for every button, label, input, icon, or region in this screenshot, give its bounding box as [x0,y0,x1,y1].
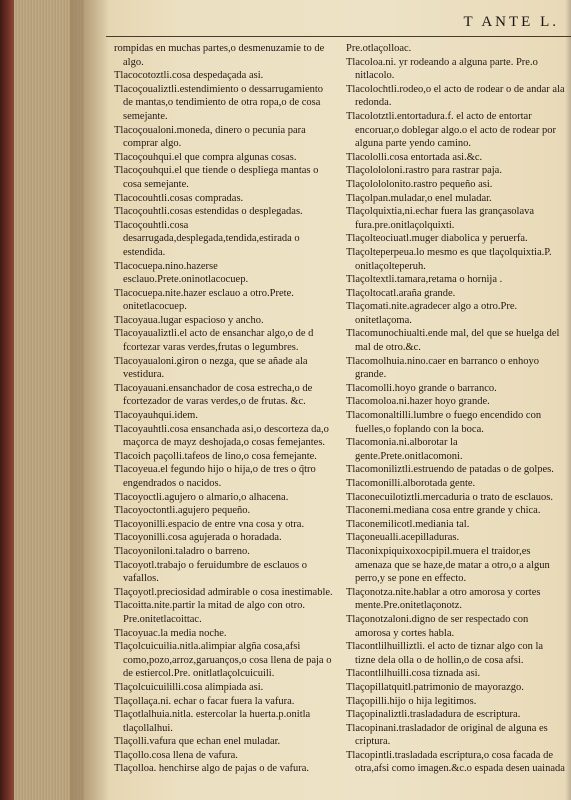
dictionary-entry: Tlacopinani.trasladador de original de alguna es criptura. [346,722,548,748]
dictionary-entry: Tlacontlilhuilli.cosa tiznada asi. [346,668,481,680]
dictionary-entry: Tlacomonilli.alborotada gente. [346,478,476,489]
right-column [346,42,566,776]
dictionary-entry: Tlaçolcuicuililli.cosa alimpiada asi. [114,681,264,693]
dictionary-entry: Tlaçonotzaloni.digno de ser respectado con amorosa y cortes habla. [346,613,529,639]
dictionary-entry: Tlaçolololoni.rastro para rastrar paja. [346,165,502,177]
dictionary-entry: Tlacoyonilli.espacio de entre vna cosa y otra. [114,518,305,530]
dictionary-entry: Tlacoyoctontli.agujero pequeño. [114,505,251,517]
running-head: T ANTE L. [463,14,559,30]
dictionary-entry: Tlacoyotl.trabajo o feruidumbre de esclauos o vafallos. [114,559,308,585]
dictionary-entry: Tlacomoniliztli.estruendo de patadas o de golpes. [346,464,554,476]
page-header [84,14,571,38]
dictionary-entry: Tlacoyaualiztli.el acto de ensanchar algo,o de d fcortezar varas verdes,frutas o legumbres. [114,328,314,354]
dictionary-entry: Tlacoyonilli.cosa agujerada o horadada. [114,532,282,544]
book-page [84,0,571,800]
dictionary-entry: Tlaçoyotl.preciosidad admirable o cosa inestimable. [114,586,333,598]
dictionary-entry: Tlacomolli.hoyo grande o barranco. [346,382,497,394]
dictionary-entry: Tlaçoltextli.tamara,retama o hornija . [346,274,503,286]
dictionary-entry: Tlacocotoztli.cosa despedaçada asi. [114,70,264,82]
dictionary-entry: Tlaçolteperpeua.lo mesmo es que tlaçolquixtia.P. onitlaçolteperuh. [346,246,552,272]
dictionary-entry: Tlacopintli.trasladada escriptura,o cosa facada de otra,afsi como imagen.&c.o espada desen uainada [346,749,565,775]
dictionary-entry: Tlacocouhtli.cosas compradas. [114,192,244,204]
dictionary-entry: Tlacoyuac.la media noche. [114,627,227,639]
dictionary-entry: Tlacoyeua.el fegundo hijo o hija,o de tres o q̃tro engendrados o nacidos. [114,464,316,489]
dictionary-entry: Tlaçollaça.ni. echar o facar fuera la vafura. [114,695,295,707]
dictionary-entry: Tlaçonotza.nite.hablar a otro amorosa y cortes mente.Pre.onitetlaçonotz. [346,586,541,612]
dictionary-entry: Tlacocuepa.nino.hazerse esclauo.Prete.oninotlacocuep. [114,260,249,286]
page-edge-shadow [565,0,571,800]
dictionary-entry: Tlacoçouhtli.cosas estendidas o desplegadas. [114,206,303,218]
dictionary-entry: Tlacomonia.ni.alborotar la gente.Prete.onitlacomoni. [346,437,463,462]
dictionary-entry: Tlacomunochiualti.ende mal, del que se huelga del mal de otro.&c. [346,328,560,354]
dictionary-entry: Tlacoich paçolli.tafeos de lino,o cosa femejante. [114,450,317,462]
dictionary-entry: Tlacoitta.nite.partir la mitad de algo con otro. Pre.onitetlacoittac. [114,600,305,625]
dictionary-entry: Tlaçolloa. henchirse algo de pajas o de vafura. [114,763,310,775]
dictionary-entry: Pre.otlaçolloac. [346,43,412,54]
dictionary-entry: Tlacoçouhqui.el que compra algunas cosas. [114,151,297,163]
dictionary-entry: Tlacololli.cosa entortada asi.&c. [346,151,483,163]
dictionary-entry: Tlaçollo.cosa llena de vafura. [114,749,238,761]
header-rule [106,36,571,37]
dictionary-entry: Tlaçolpan.muladar,o enel muladar. [346,192,492,204]
dictionary-entry: Tlacontlilhuilliztli. el acto de tiznar algo con la tizne dela olla o de hollin,o de cosa afsi. [346,641,544,666]
dictionary-entry: Tlacoloa.ni. yr rodeando a alguna parte. Pre.o nitlacolo. [346,56,538,82]
dictionary-entry: Tlaçotlalhuia.nitla. estercolar la huerta.p.onitla tlaçollalhui. [114,709,311,734]
dictionary-entry: Tlacoyoctli.agujero o almario,o alhacena. [114,491,289,503]
dictionary-entry: Tlacoyaualoni.giron o nezga, que se añade ala vestidura. [114,355,308,381]
dictionary-entry: Tlacoyoniloni.taladro o barreno. [114,545,250,557]
dictionary-entry: Tlaconixpiquixoxocpipil.muera el traidor,es amenaza que se haze,de matar a otro,o a algun perro,y se pone en effecto. [346,545,550,585]
dictionary-entry: Tlaçopillatquitl.patrimonio de mayorazgo. [346,681,524,693]
dictionary-entry: Tlaconemi.mediana cosa entre grande y chica. [346,505,541,517]
dictionary-entry: Tlacoyaua.lugar espacioso y ancho. [114,314,264,326]
dictionary-entry: Tlaçopilli.hijo o hija legitimos. [346,695,477,707]
dictionary-entry: Tlaçolli.vafura que echan enel muladar. [114,736,281,748]
dictionary-entry: Tlaconemilicotl.mediania tal. [346,518,470,530]
dictionary-entry: Tlacoyauhqui.idem. [114,410,198,422]
dictionary-entry: Tlacocuepa.nite.hazer esclauo a otro.Prete. onitetlacocuep. [114,287,294,313]
left-column [114,42,334,776]
dictionary-entry: Tlacoyauhtli.cosa ensanchada asi,o descorteza da,o maçorca de mayz deshojada,o cosas femejantes. [114,423,329,449]
dictionary-entry: Tlaçomati.nite.agradecer algo a otro.Pre. onitetlaçoma. [346,301,518,326]
dictionary-entry: Tlaçoneualli.acepilladuras. [346,532,460,544]
dictionary-entry: Tlacolochtli.rodeo,o el acto de rodear o de andar ala redonda. [346,83,565,109]
dictionary-entry: Tlacoçouhtli.cosa desarrugada,desplegada,tendida,estirada o estendida. [114,219,300,258]
book-edge [0,0,14,800]
dictionary-entry: Tlacomolhuia.nino.caer en barranco o enhoyo grande. [346,355,540,381]
dictionary-entry: Tlacomoloa.ni.hazer hoyo grande. [346,396,490,408]
dictionary-entry: Tlacoçoualiztli.estendimiento o dessarrugamiento de mantas,o tendimiento de otra ropa,o de cosa semejante. [114,83,324,122]
dictionary-entry: Tlaçolteociuatl.muger diabolica y peruerfa. [346,233,528,245]
dictionary-entry: Tlacoçoualoni.moneda, dinero o pecunia para comprar algo. [114,124,306,150]
dictionary-entry: Tlaçolquixtia,ni.echar fuera las grançasolava fura.pre.onitlaçolquixti. [346,206,535,231]
dictionary-entry: Tlaçolololonito.rastro pequeño asi. [346,178,493,190]
dictionary-entry: rompidas en muchas partes,o desmenuzamie to de algo. [114,43,325,68]
dictionary-entry: Tlacoyauani.ensanchador de cosa estrecha,o de fcortezador de varas verdes,o de frutas. &c. [114,382,313,408]
dictionary-entry: Tlacoçouhqui.el que tiende o despliega mantas o cosa semejante. [114,165,319,190]
dictionary-entry: Tlaçopinaliztli.trasladadura de escriptura. [346,709,521,721]
dictionary-entry: Tlaçoltocatl.araña grande. [346,287,456,299]
dictionary-entry: Tlaconecuilotiztli.mercaduria o trato de esclauos. [346,491,553,503]
dictionary-entry: Tlacomonaltilli.lumbre o fuego encendido con fuelles,o foplando con la boca. [346,410,542,435]
dictionary-entry: Tlaçolcuicuilia.nitla.alimpiar algña cosa,afsi como,pozo,arroz,garuanços,o cosa llena de paja o de estiercol.Pre. onitlatlaçolcuicuili. [114,641,332,680]
dictionary-entry: Tlacolotztli.entortadura.f. el acto de entortar encoruar,o doblegar algo.o el acto de rodear por alguna parte yendo camino. [346,110,557,150]
gutter-shadow [70,0,110,800]
